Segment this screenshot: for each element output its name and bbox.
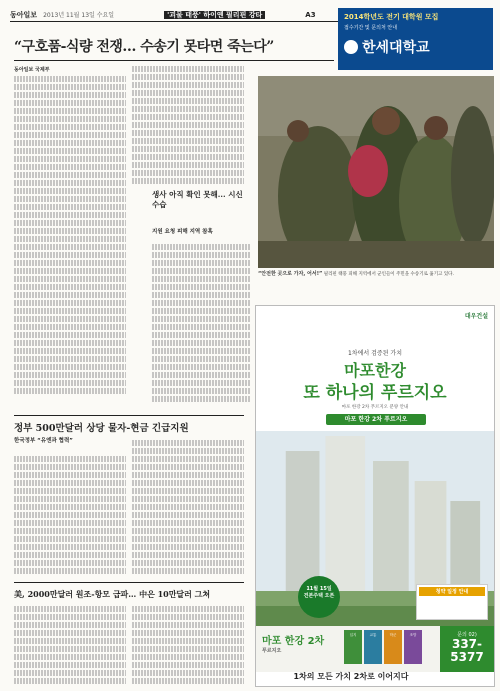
section-label-text: '괴물 태풍' 하이옌 필리핀 강타 [164,11,265,19]
ad-phone-label: 문의 02) [457,632,477,638]
feature-tile: 입지 [344,630,362,664]
ad-brand-logo: 대우건설 [464,313,488,320]
section-divider-2 [14,415,244,416]
news-photo [258,76,494,268]
photo-caption [258,271,494,278]
subscription-notice-title: 청약 일정 안내 [419,587,485,596]
section-divider-3 [14,582,244,583]
second-article-subhead: 한국정부 “유엔과 협력” [14,438,73,444]
university-emblem-icon [344,40,358,54]
headline-divider [14,60,334,61]
ad-project-pill: 마포 한강 2차 푸르지오 [326,414,426,425]
ad-description: 마포 한강 2차 푸르지오 분양 안내 [341,405,409,410]
photo-caption-title: “안전한 곳으로 가자, 어서!” [258,271,323,277]
paper-name: 동아일보 [10,10,38,19]
university-ad-subtitle: 접수기간 및 문의처 안내 [344,25,398,31]
feature-tile: 교통 [364,630,382,664]
ad-title-line-1: 마포한강 [344,361,406,380]
ad-tagline: 1차에서 검증된 가치 [347,350,402,357]
third-article-column-1 [14,606,126,686]
ad-phone-number-2: 5377 [450,650,484,664]
main-article-column-3 [152,244,250,406]
opening-date-badge [298,576,340,618]
main-headline: “구호품-식량 전쟁… 수송기 못타면 죽는다” [14,39,274,55]
rescue-photo-image [258,76,494,268]
ad-slogan: 1차의 모든 가치 2차로 이어지다 [293,672,409,681]
photo-caption-text: 필리핀 태풍 피해 지역에서 군인들이 주민을 수송기로 옮기고 있다. [323,272,454,277]
page-number: A3 [305,10,316,19]
apartment-ad[interactable] [255,305,495,687]
ad-project-name [262,632,324,654]
ad-phone-number-1: 337- [451,637,483,651]
main-byline: 동아일보 국제부 [14,67,50,73]
issue-date: 2013년 11월 13일 수요일 [43,12,115,19]
second-article-column-2 [132,440,244,578]
section-label [164,10,265,20]
feature-tile: 조망 [404,630,422,664]
main-article-column-1 [14,76,126,406]
ad-project-name-sub: 푸르지오 [262,648,282,654]
feature-tile: 학군 [384,630,402,664]
third-article-headline: 美, 2000만달러 원조-항모 급파… 中은 10만달러 그쳐 [14,589,211,599]
second-article-column-1 [14,456,126,578]
opening-date-label: 견본주택 오픈 [303,593,335,599]
main-article-column-2 [132,66,244,186]
opening-date: 11월 15일 [306,586,332,592]
ad-project-name-main: 마포 한강 2차 [262,636,325,647]
university-ad[interactable] [338,8,493,70]
ad-phone-box[interactable] [440,626,494,672]
third-article-column-2 [132,606,244,686]
mid-subhead: 지원 요청 피해 지역 참혹 [152,229,213,235]
university-ad-title: 2014학년도 전기 대학원 모집 [344,13,439,21]
ad-title-line-2: 또 하나의 푸르지오 [303,383,447,403]
university-name: 한세대학교 [362,40,430,56]
subscription-notice [416,584,488,620]
second-article-headline: 정부 500만달러 상당 물자-현금 긴급지원 [14,423,189,434]
mid-headline: 생사 아직 확인 못해... 시신 수습 [152,190,243,209]
university-logo [344,37,487,57]
